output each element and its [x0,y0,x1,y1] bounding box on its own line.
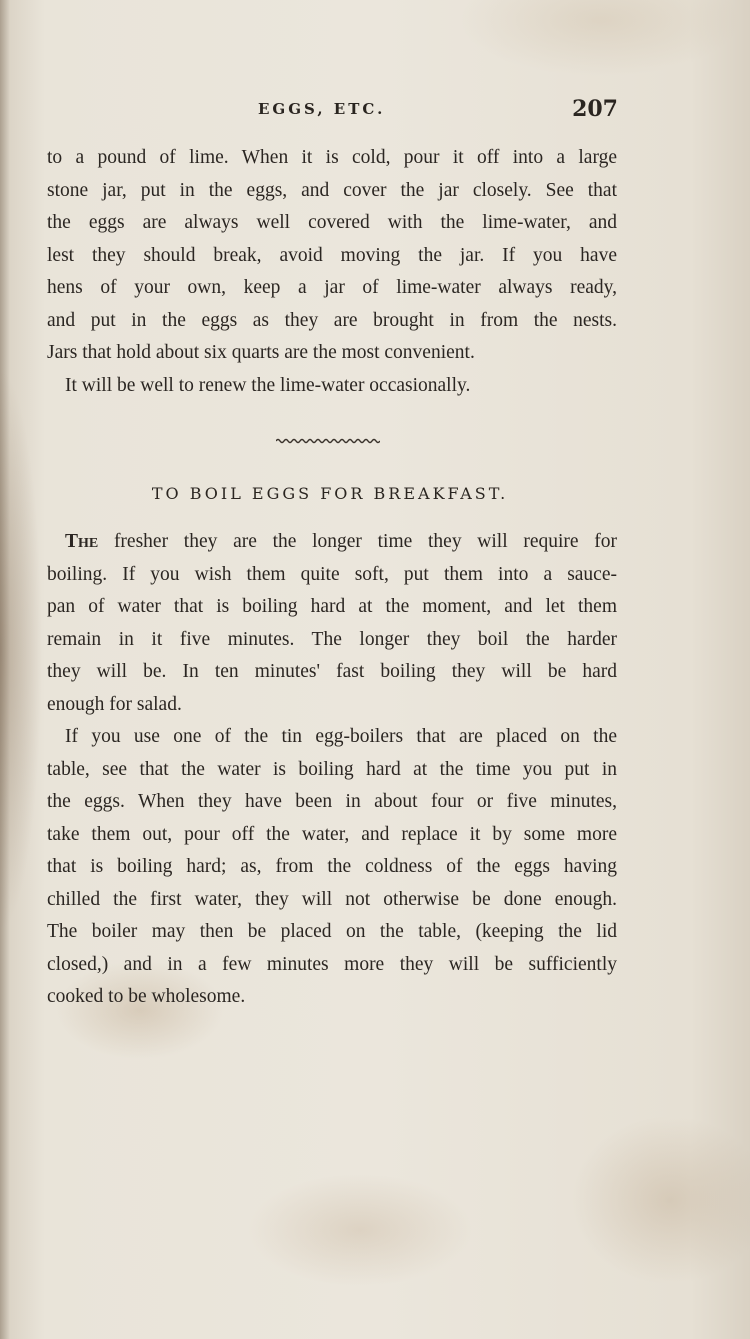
first-line-rest: fresher they are the longer time they will require for [98,531,617,552]
text-line: the eggs are always well covered with the lime-water, and [47,212,617,233]
text-line: boiling. If you wish them quite soft, put them into a sauce- [47,563,617,585]
text-line: enough for salad. [47,693,182,715]
text-line: Jars that hold about six quarts are the most convenient. [47,342,475,363]
text-line: and put in the eggs as they are brought in from the nests. [47,309,617,331]
section-body [47,526,617,1014]
page-number: 207 [572,96,618,122]
running-head [0,96,750,126]
text-line: chilled the first water, they will not otherwise be done enough. [47,888,617,910]
section-heading [0,484,750,503]
text-line: remain in it five minutes. The longer they boil the harder [47,628,617,650]
text-line: to a pound of lime. When it is cold, pour it off into a large [47,147,617,168]
text-line: lest they should break, avoid moving the jar. If you have [47,244,617,266]
paragraph-first-line [47,526,617,559]
text-line: table, see that the water is boiling hard at the time you put in [47,758,617,780]
closing-line: It will be well to renew the lime-water occasionally. [65,374,471,396]
text-line: the eggs. When they have been in about four or five minutes, [47,791,617,812]
text-line: hens of your own, keep a jar of lime-water always ready, [47,277,617,298]
text-line: stone jar, put in the eggs, and cover the jar closely. See that [47,179,617,201]
text-line: they will be. In ten minutes' fast boiling they will be hard [47,661,617,682]
wavy-divider-ornament [276,436,380,446]
text-line: pan of water that is boiling hard at the moment, and let them [47,596,617,617]
text-line: cooked to be wholesome. [47,986,246,1007]
page-edge-shadow [0,0,10,1339]
text-line: closed,) and in a few minutes more they will be sufficiently [47,953,617,975]
top-paragraph [47,142,617,402]
text-line: The boiler may then be placed on the table, (keeping the lid [47,921,617,942]
lead-word: The [65,531,99,552]
paragraph-first-line: If you use one of the tin egg-boilers that are placed on the [65,726,617,747]
section-heading-text: TO BOIL EGGS FOR BREAKFAST. [151,484,509,503]
running-title: EGGS, ETC. [258,100,386,118]
text-line: take them out, pour off the water, and replace it by some more [47,823,617,845]
text-line: that is boiling hard; as, from the coldness of the eggs having [47,856,617,877]
